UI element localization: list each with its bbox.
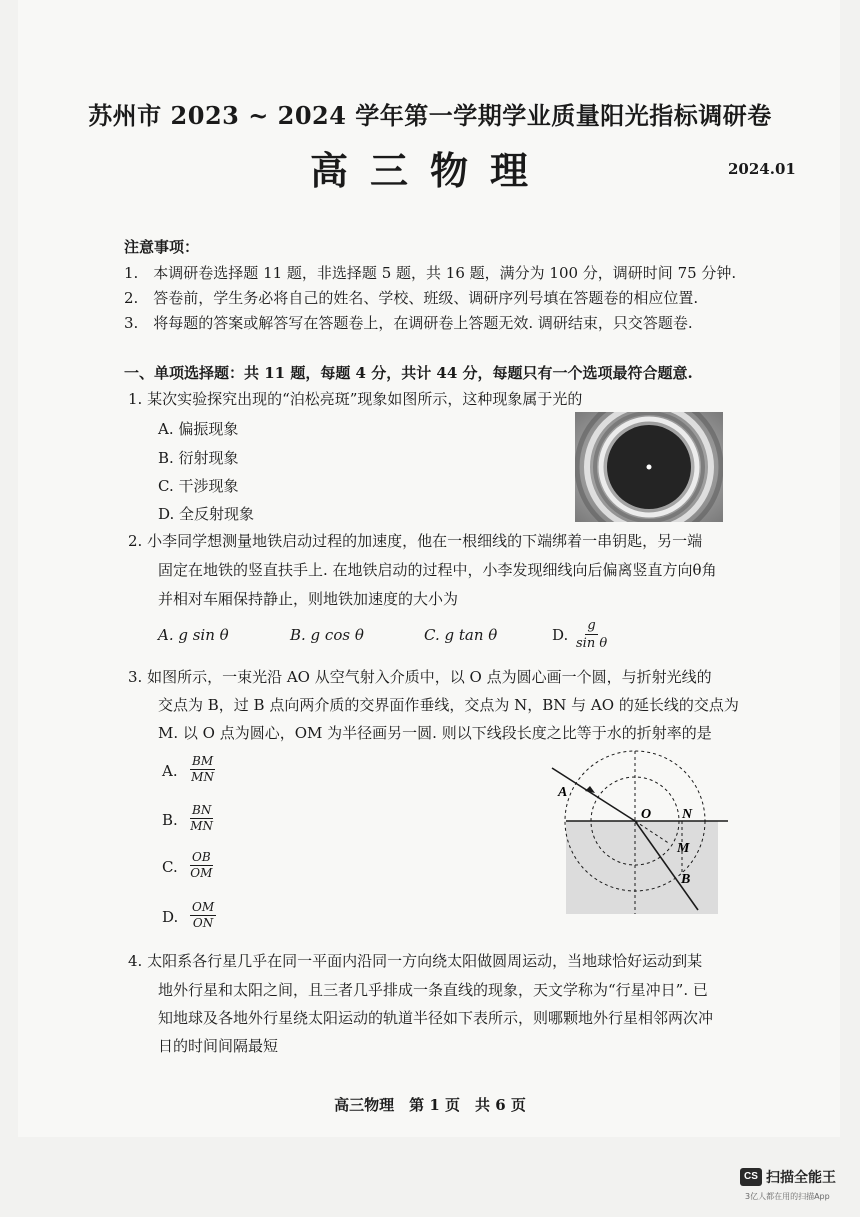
poisson-spot-image xyxy=(575,412,723,522)
fraction-numerator: OB xyxy=(192,850,211,864)
medium-region xyxy=(566,821,718,914)
label-m: M xyxy=(677,841,690,856)
question-4-line: 地外行星和太阳之间，且三者几乎排成一条直线的现象，天文学称为“行星冲日”. 已 xyxy=(158,981,708,999)
question-2-line: 并相对车厢保持静止，则地铁加速度的大小为 xyxy=(158,590,459,608)
fraction-denominator: ON xyxy=(192,916,214,930)
q2-option-b: B. g cos θ xyxy=(290,626,364,644)
q3-option-c-fraction xyxy=(190,850,213,881)
q1-option-d: D. 全反射现象 xyxy=(158,505,255,523)
note-item: 1. 本调研卷选择题 11 题，非选择题 5 题，共 16 题，满分为 100 分，调研时间 75 分钟. xyxy=(124,264,737,282)
refraction-diagram xyxy=(550,748,735,918)
question-4-line: 4. 太阳系各行星几乎在同一平面内沿同一方向绕太阳做圆周运动，当地球恰好运动到某 xyxy=(128,952,703,970)
section-heading: 一、单项选择题：共 11 题，每题 4 分，共计 44 分，每题只有一个选项最符合题意. xyxy=(124,364,693,382)
label-o: O xyxy=(641,807,652,822)
fraction-denominator: MN xyxy=(190,819,214,833)
q2-option-d-label: D. xyxy=(552,626,569,644)
question-2-line: 2. 小李同学想测量地铁启动过程的加速度，他在一根细线的下端绑着一串钥匙，另一端 xyxy=(128,532,703,550)
q1-option-a: A. 偏振现象 xyxy=(158,420,239,438)
arrow-icon xyxy=(585,786,595,793)
q3-option-a-label: A. xyxy=(162,762,178,780)
q3-option-b-label: B. xyxy=(162,811,178,829)
q2-option-c: C. g tan θ xyxy=(424,626,498,644)
page-footer: 高三物理 第 1 页 共 6 页 xyxy=(334,1096,526,1114)
fraction-denominator: MN xyxy=(191,770,214,784)
note-item: 2. 答卷前，学生务必将自己的姓名、学校、班级、调研序列号填在答题卷的相应位置. xyxy=(124,289,699,307)
q2-option-a: A. g sin θ xyxy=(158,626,229,644)
question-3-line: 3. 如图所示，一束光沿 AO 从空气射入介质中，以 O 点为圆心画一个圆，与折射光线的 xyxy=(128,668,712,686)
q3-option-b-fraction xyxy=(190,803,213,834)
label-a: A xyxy=(558,785,568,800)
q3-option-a-fraction xyxy=(190,754,215,785)
exam-date: 2024.01 xyxy=(728,160,796,178)
fraction-numerator: g xyxy=(587,618,596,633)
fraction-numerator: BM xyxy=(192,754,214,768)
app-name: 扫描全能王 xyxy=(766,1170,836,1186)
label-n: N xyxy=(682,807,693,822)
q2-option-d-fraction xyxy=(576,617,607,652)
question-2-line: 固定在地铁的竖直扶手上. 在地铁启动的过程中，小李发现细线向后偏离竖直方向θ角 xyxy=(158,561,717,579)
question-3-line: M. 以 O 点为圆心，OM 为半径画另一圆. 则以下线段长度之比等于水的折射率的是 xyxy=(158,724,712,742)
q1-option-c: C. 干涉现象 xyxy=(158,477,239,495)
fraction-denominator: sin θ xyxy=(576,636,608,651)
note-item: 3. 将每题的答案或解答写在答题卷上，在调研卷上答题无效. 调研结束，只交答题卷. xyxy=(124,314,693,332)
q3-option-c-label: C. xyxy=(162,858,178,876)
app-slogan: 3亿人都在用的扫描App xyxy=(745,1192,830,1201)
fraction-denominator: OM xyxy=(190,866,213,880)
fraction-numerator: OM xyxy=(192,900,215,914)
label-b: B xyxy=(681,872,691,887)
question-1-stem: 1. 某次实验探究出现的“泊松亮斑”现象如图所示，这种现象属于光的 xyxy=(128,390,583,408)
q3-option-d-fraction xyxy=(190,900,216,931)
camscanner-logo: CS xyxy=(740,1168,762,1186)
exam-title: 苏州市 2023 ~ 2024 学年第一学期学业质量阳光指标调研卷 xyxy=(88,101,772,130)
q1-option-b: B. 衍射现象 xyxy=(158,449,239,467)
scanner-watermark xyxy=(740,1167,836,1187)
fraction-numerator: BN xyxy=(192,803,212,817)
question-3-line: 交点为 B，过 B 点向两介质的交界面作垂线，交点为 N，BN 与 AO 的延长线的交点为 xyxy=(158,696,739,714)
q3-option-d-label: D. xyxy=(162,908,179,926)
subject-title: 高三物理 xyxy=(309,148,550,193)
question-4-line: 日的时间间隔最短 xyxy=(158,1037,279,1055)
notes-heading: 注意事项： xyxy=(124,238,200,256)
question-4-line: 知地球及各地外行星绕太阳运动的轨道半径如下表所示，则哪颗地外行星相邻两次冲 xyxy=(158,1009,714,1027)
